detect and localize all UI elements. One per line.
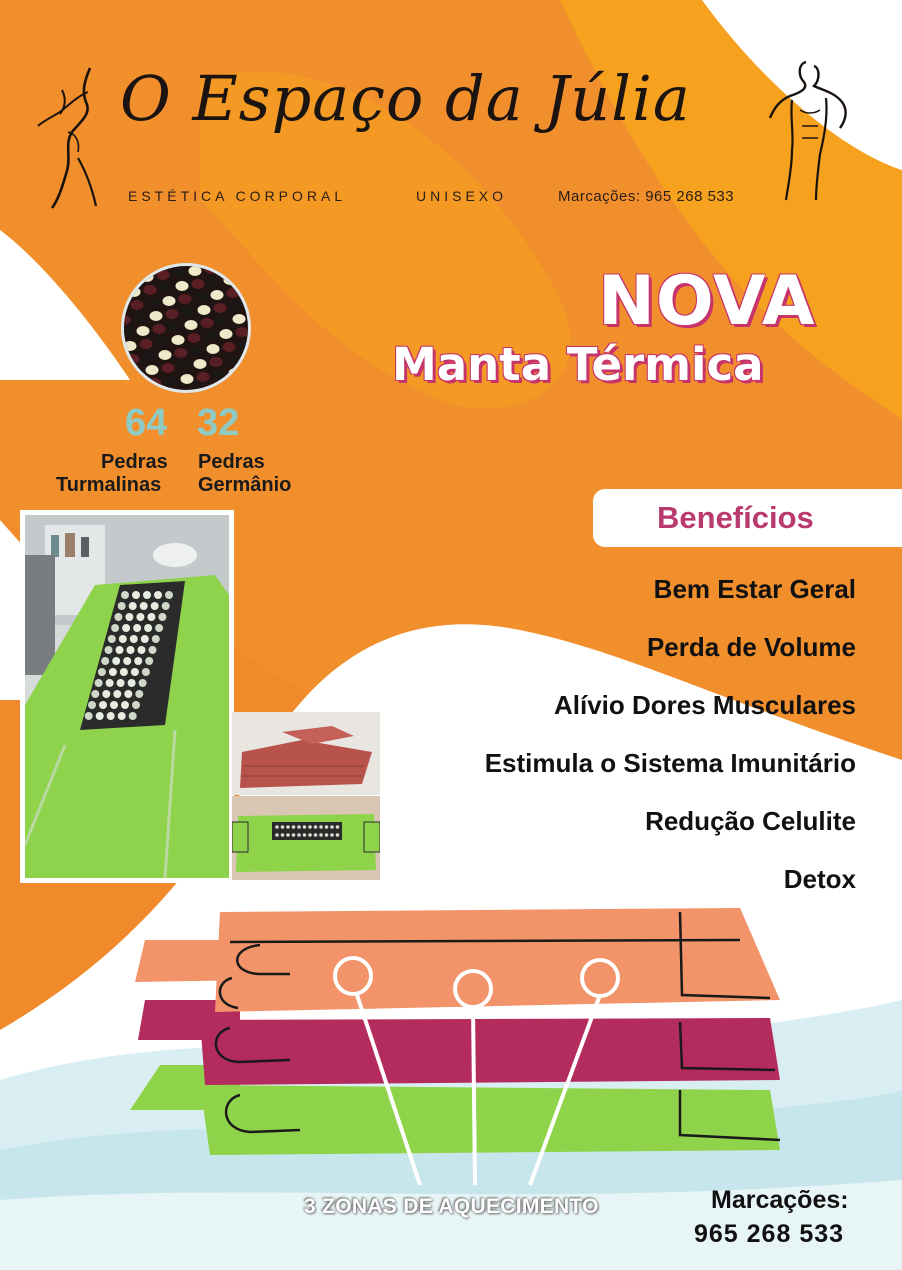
germanium-label-line2: Germânio <box>198 474 292 496</box>
header-phone: Marcações: 965 268 533 <box>558 188 735 205</box>
tagline-unisexo: UNISEXO <box>416 188 508 204</box>
tourmaline-count: 64 <box>125 402 168 444</box>
photo-blanket-folded <box>232 712 380 795</box>
headline-nova: NOVA <box>598 262 816 341</box>
heating-zones-label: 3 ZONAS DE AQUECIMENTO <box>304 1195 599 1218</box>
benefit-item: Redução Celulite <box>645 806 856 836</box>
footer-phone: 965 268 533 <box>694 1220 845 1248</box>
germanium-count: 32 <box>197 402 240 444</box>
female-silhouette-icon <box>32 62 112 212</box>
tourmaline-label-line2: Turmalinas <box>56 474 162 496</box>
heating-layers-diagram <box>120 900 800 1200</box>
benefit-item: Bem Estar Geral <box>653 574 856 604</box>
germanium-label-line1: Pedras <box>198 451 265 473</box>
tourmaline-label-line1: Pedras <box>101 451 168 473</box>
benefit-item: Perda de Volume <box>646 632 856 662</box>
tagline-estetica: ESTÉTICA CORPORAL <box>128 188 347 204</box>
photo-blanket-on-bed <box>20 510 234 883</box>
photo-blanket-open <box>232 796 380 880</box>
footer-bookings-label: Marcações: <box>711 1186 849 1214</box>
benefit-item: Estimula o Sistema Imunitário <box>484 748 856 778</box>
brand-logo-title: O Espaço da Júlia <box>120 62 691 135</box>
stones-closeup-image <box>120 262 252 394</box>
benefit-item: Alívio Dores Musculares <box>554 690 856 720</box>
benefit-item: Detox <box>783 864 856 894</box>
headline-manta-termica: Manta Térmica <box>392 338 764 391</box>
benefits-title: Benefícios <box>657 500 814 535</box>
